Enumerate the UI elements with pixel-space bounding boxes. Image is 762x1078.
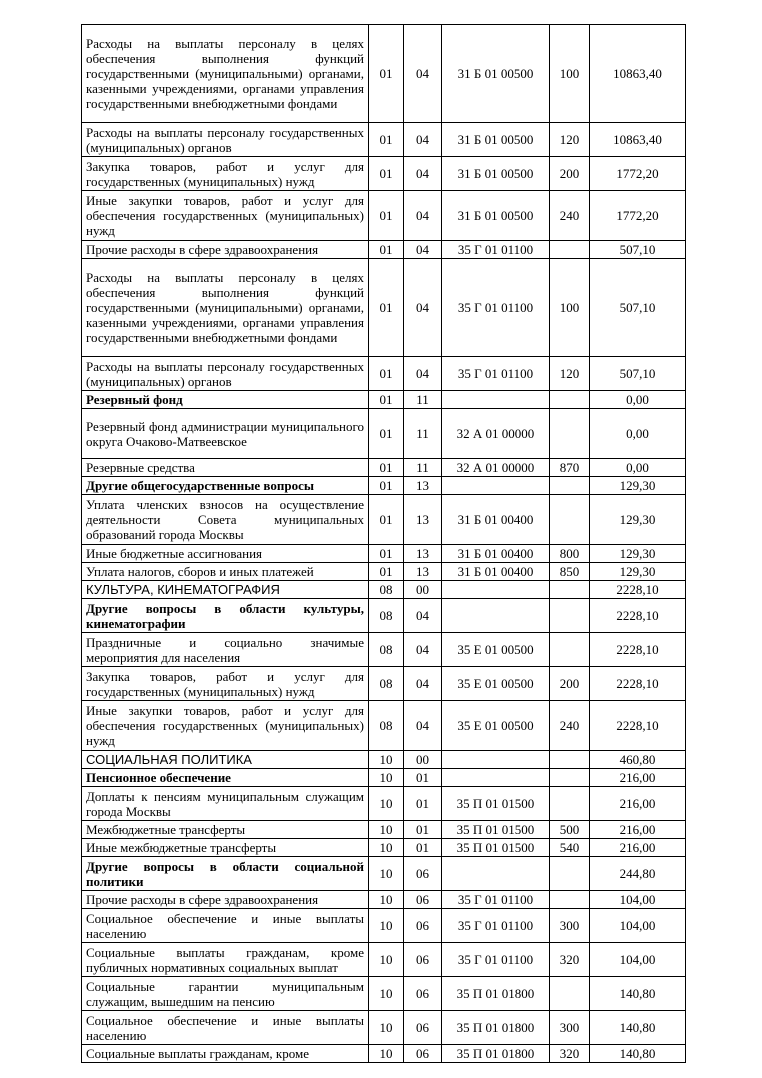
expense-type-code <box>550 787 590 821</box>
expense-type-code: 240 <box>550 701 590 751</box>
item-name: КУЛЬТУРА, КИНЕМАТОГРАФИЯ <box>82 581 369 599</box>
expense-type-code <box>550 477 590 495</box>
amount: 140,80 <box>590 977 686 1011</box>
expense-type-code: 500 <box>550 821 590 839</box>
expense-type-code: 120 <box>550 357 590 391</box>
section-code: 01 <box>369 459 404 477</box>
item-name: Резервные средства <box>82 459 369 477</box>
table-row <box>82 1011 686 1045</box>
amount: 104,00 <box>590 943 686 977</box>
expense-type-code: 850 <box>550 563 590 581</box>
subsection-code: 00 <box>404 751 442 769</box>
amount: 10863,40 <box>590 123 686 157</box>
section-code: 01 <box>369 241 404 259</box>
amount: 2228,10 <box>590 599 686 633</box>
target-article-code <box>442 477 550 495</box>
item-name: Закупка товаров, работ и услуг для государственных (муниципальных) нужд <box>82 157 369 191</box>
expense-type-code: 240 <box>550 191 590 241</box>
expense-type-code: 320 <box>550 1045 590 1063</box>
target-article-code: 35 Г 01 01100 <box>442 241 550 259</box>
amount: 2228,10 <box>590 633 686 667</box>
expense-type-code <box>550 391 590 409</box>
budget-document <box>81 24 685 1063</box>
table-row <box>82 357 686 391</box>
amount: 507,10 <box>590 241 686 259</box>
item-name: Социальное обеспечение и иные выплаты населению <box>82 1011 369 1045</box>
item-name: Социальные гарантии муниципальным служащим, вышедшим на пенсию <box>82 977 369 1011</box>
table-row <box>82 191 686 241</box>
amount: 216,00 <box>590 769 686 787</box>
expense-type-code: 540 <box>550 839 590 857</box>
expense-type-code: 120 <box>550 123 590 157</box>
expense-type-code <box>550 241 590 259</box>
table-row <box>82 599 686 633</box>
target-article-code: 31 Б 01 00400 <box>442 545 550 563</box>
subsection-code: 06 <box>404 943 442 977</box>
target-article-code: 31 Б 01 00400 <box>442 563 550 581</box>
target-article-code: 35 П 01 01500 <box>442 787 550 821</box>
table-row <box>82 391 686 409</box>
item-name: СОЦИАЛЬНАЯ ПОЛИТИКА <box>82 751 369 769</box>
subsection-code: 06 <box>404 857 442 891</box>
table-row <box>82 409 686 459</box>
target-article-code: 32 А 01 00000 <box>442 459 550 477</box>
amount: 1772,20 <box>590 157 686 191</box>
target-article-code: 35 П 01 01800 <box>442 977 550 1011</box>
subsection-code: 01 <box>404 769 442 787</box>
target-article-code: 35 Е 01 00500 <box>442 633 550 667</box>
item-name: Иные бюджетные ассигнования <box>82 545 369 563</box>
expense-type-code <box>550 857 590 891</box>
subsection-code: 00 <box>404 581 442 599</box>
target-article-code <box>442 769 550 787</box>
item-name: Расходы на выплаты персоналу государственных (муниципальных) органов <box>82 357 369 391</box>
target-article-code: 35 Г 01 01100 <box>442 891 550 909</box>
item-name: Межбюджетные трансферты <box>82 821 369 839</box>
amount: 129,30 <box>590 545 686 563</box>
section-code: 01 <box>369 259 404 357</box>
target-article-code: 35 Е 01 00500 <box>442 701 550 751</box>
target-article-code <box>442 857 550 891</box>
subsection-code: 04 <box>404 123 442 157</box>
section-code: 10 <box>369 839 404 857</box>
subsection-code: 13 <box>404 563 442 581</box>
item-name: Прочие расходы в сфере здравоохранения <box>82 891 369 909</box>
expense-type-code: 300 <box>550 1011 590 1045</box>
target-article-code: 35 Г 01 01100 <box>442 259 550 357</box>
item-name: Другие вопросы в области культуры, кинематографии <box>82 599 369 633</box>
expense-type-code: 320 <box>550 943 590 977</box>
amount: 507,10 <box>590 357 686 391</box>
table-row <box>82 667 686 701</box>
table-row <box>82 751 686 769</box>
section-code: 01 <box>369 545 404 563</box>
table-row <box>82 769 686 787</box>
item-name: Уплата налогов, сборов и иных платежей <box>82 563 369 581</box>
item-name: Социальное обеспечение и иные выплаты населению <box>82 909 369 943</box>
subsection-code: 01 <box>404 839 442 857</box>
subsection-code: 04 <box>404 599 442 633</box>
target-article-code: 35 Г 01 01100 <box>442 943 550 977</box>
section-code: 10 <box>369 943 404 977</box>
table-row <box>82 857 686 891</box>
table-row <box>82 157 686 191</box>
section-code: 08 <box>369 581 404 599</box>
section-code: 01 <box>369 409 404 459</box>
target-article-code: 35 П 01 01500 <box>442 821 550 839</box>
target-article-code <box>442 391 550 409</box>
section-code: 10 <box>369 787 404 821</box>
table-row <box>82 909 686 943</box>
table-row <box>82 477 686 495</box>
amount: 140,80 <box>590 1011 686 1045</box>
section-code: 10 <box>369 769 404 787</box>
amount: 129,30 <box>590 495 686 545</box>
subsection-code: 04 <box>404 25 442 123</box>
expense-type-code: 870 <box>550 459 590 477</box>
budget-table <box>81 24 686 1063</box>
expense-type-code <box>550 769 590 787</box>
target-article-code: 35 Г 01 01100 <box>442 909 550 943</box>
table-row <box>82 821 686 839</box>
target-article-code <box>442 751 550 769</box>
amount: 140,80 <box>590 1045 686 1063</box>
table-row <box>82 977 686 1011</box>
amount: 216,00 <box>590 821 686 839</box>
subsection-code: 11 <box>404 409 442 459</box>
expense-type-code <box>550 409 590 459</box>
amount: 2228,10 <box>590 581 686 599</box>
item-name: Другие общегосударственные вопросы <box>82 477 369 495</box>
table-row <box>82 241 686 259</box>
item-name: Иные межбюджетные трансферты <box>82 839 369 857</box>
subsection-code: 11 <box>404 459 442 477</box>
table-row <box>82 123 686 157</box>
subsection-code: 04 <box>404 259 442 357</box>
item-name: Расходы на выплаты персоналу в целях обеспечения выполнения функций государственными (муниципальными) органами, казенными учреждениями, органами управления государственными внебюджетными фондами <box>82 25 369 123</box>
amount: 0,00 <box>590 391 686 409</box>
item-name: Прочие расходы в сфере здравоохранения <box>82 241 369 259</box>
expense-type-code <box>550 599 590 633</box>
budget-table-body <box>82 25 686 1063</box>
item-name: Социальные выплаты гражданам, кроме публичных нормативных социальных выплат <box>82 943 369 977</box>
item-name: Расходы на выплаты персоналу государственных (муниципальных) органов <box>82 123 369 157</box>
section-code: 10 <box>369 977 404 1011</box>
subsection-code: 13 <box>404 495 442 545</box>
target-article-code: 35 П 01 01500 <box>442 839 550 857</box>
subsection-code: 04 <box>404 157 442 191</box>
subsection-code: 06 <box>404 891 442 909</box>
section-code: 01 <box>369 157 404 191</box>
subsection-code: 06 <box>404 977 442 1011</box>
amount: 104,00 <box>590 891 686 909</box>
section-code: 01 <box>369 477 404 495</box>
section-code: 01 <box>369 357 404 391</box>
table-row <box>82 581 686 599</box>
subsection-code: 06 <box>404 909 442 943</box>
target-article-code: 35 Е 01 00500 <box>442 667 550 701</box>
amount: 104,00 <box>590 909 686 943</box>
subsection-code: 06 <box>404 1011 442 1045</box>
section-code: 08 <box>369 701 404 751</box>
target-article-code: 31 Б 01 00400 <box>442 495 550 545</box>
section-code: 01 <box>369 123 404 157</box>
expense-type-code <box>550 751 590 769</box>
target-article-code: 31 Б 01 00500 <box>442 191 550 241</box>
amount: 0,00 <box>590 459 686 477</box>
section-code: 10 <box>369 821 404 839</box>
subsection-code: 04 <box>404 357 442 391</box>
amount: 460,80 <box>590 751 686 769</box>
target-article-code: 35 П 01 01800 <box>442 1045 550 1063</box>
item-name: Резервный фонд администрации муниципального округа Очаково-Матвеевское <box>82 409 369 459</box>
item-name: Иные закупки товаров, работ и услуг для обеспечения государственных (муниципальных) нужд <box>82 701 369 751</box>
table-row <box>82 545 686 563</box>
expense-type-code: 100 <box>550 25 590 123</box>
amount: 129,30 <box>590 477 686 495</box>
table-row <box>82 787 686 821</box>
table-row <box>82 943 686 977</box>
table-row <box>82 891 686 909</box>
section-code: 01 <box>369 495 404 545</box>
section-code: 10 <box>369 751 404 769</box>
item-name: Доплаты к пенсиям муниципальным служащим города Москвы <box>82 787 369 821</box>
target-article-code: 35 П 01 01800 <box>442 1011 550 1045</box>
amount: 216,00 <box>590 839 686 857</box>
target-article-code: 32 А 01 00000 <box>442 409 550 459</box>
amount: 2228,10 <box>590 701 686 751</box>
section-code: 01 <box>369 25 404 123</box>
amount: 2228,10 <box>590 667 686 701</box>
subsection-code: 04 <box>404 701 442 751</box>
table-row <box>82 633 686 667</box>
amount: 10863,40 <box>590 25 686 123</box>
target-article-code: 31 Б 01 00500 <box>442 157 550 191</box>
amount: 216,00 <box>590 787 686 821</box>
item-name: Другие вопросы в области социальной политики <box>82 857 369 891</box>
item-name: Расходы на выплаты персоналу в целях обеспечения выполнения функций государственными (муниципальными) органами, казенными учреждениями, органами управления государственными внебюджетными фондами <box>82 259 369 357</box>
expense-type-code <box>550 977 590 1011</box>
target-article-code: 31 Б 01 00500 <box>442 25 550 123</box>
expense-type-code <box>550 633 590 667</box>
table-row <box>82 459 686 477</box>
section-code: 10 <box>369 1045 404 1063</box>
section-code: 08 <box>369 633 404 667</box>
subsection-code: 06 <box>404 1045 442 1063</box>
subsection-code: 04 <box>404 191 442 241</box>
table-row <box>82 839 686 857</box>
amount: 507,10 <box>590 259 686 357</box>
expense-type-code <box>550 891 590 909</box>
item-name: Закупка товаров, работ и услуг для государственных (муниципальных) нужд <box>82 667 369 701</box>
section-code: 01 <box>369 391 404 409</box>
amount: 244,80 <box>590 857 686 891</box>
table-row <box>82 1045 686 1063</box>
item-name: Резервный фонд <box>82 391 369 409</box>
expense-type-code: 200 <box>550 157 590 191</box>
table-row <box>82 563 686 581</box>
table-row <box>82 701 686 751</box>
section-code: 08 <box>369 599 404 633</box>
expense-type-code: 800 <box>550 545 590 563</box>
subsection-code: 11 <box>404 391 442 409</box>
subsection-code: 01 <box>404 821 442 839</box>
expense-type-code: 300 <box>550 909 590 943</box>
expense-type-code <box>550 495 590 545</box>
item-name: Пенсионное обеспечение <box>82 769 369 787</box>
amount: 1772,20 <box>590 191 686 241</box>
section-code: 10 <box>369 909 404 943</box>
amount: 0,00 <box>590 409 686 459</box>
item-name: Иные закупки товаров, работ и услуг для обеспечения государственных (муниципальных) нужд <box>82 191 369 241</box>
amount: 129,30 <box>590 563 686 581</box>
section-code: 10 <box>369 1011 404 1045</box>
target-article-code: 31 Б 01 00500 <box>442 123 550 157</box>
subsection-code: 13 <box>404 477 442 495</box>
subsection-code: 13 <box>404 545 442 563</box>
expense-type-code <box>550 581 590 599</box>
item-name: Уплата членских взносов на осуществление деятельности Совета муниципальных образований города Москвы <box>82 495 369 545</box>
expense-type-code: 200 <box>550 667 590 701</box>
target-article-code <box>442 599 550 633</box>
subsection-code: 04 <box>404 241 442 259</box>
target-article-code <box>442 581 550 599</box>
expense-type-code: 100 <box>550 259 590 357</box>
section-code: 01 <box>369 191 404 241</box>
subsection-code: 04 <box>404 633 442 667</box>
item-name: Праздничные и социально значимые мероприятия для населения <box>82 633 369 667</box>
target-article-code: 35 Г 01 01100 <box>442 357 550 391</box>
section-code: 08 <box>369 667 404 701</box>
section-code: 10 <box>369 891 404 909</box>
item-name: Социальные выплаты гражданам, кроме <box>82 1045 369 1063</box>
table-row <box>82 259 686 357</box>
section-code: 10 <box>369 857 404 891</box>
subsection-code: 01 <box>404 787 442 821</box>
subsection-code: 04 <box>404 667 442 701</box>
section-code: 01 <box>369 563 404 581</box>
table-row <box>82 495 686 545</box>
table-row <box>82 25 686 123</box>
